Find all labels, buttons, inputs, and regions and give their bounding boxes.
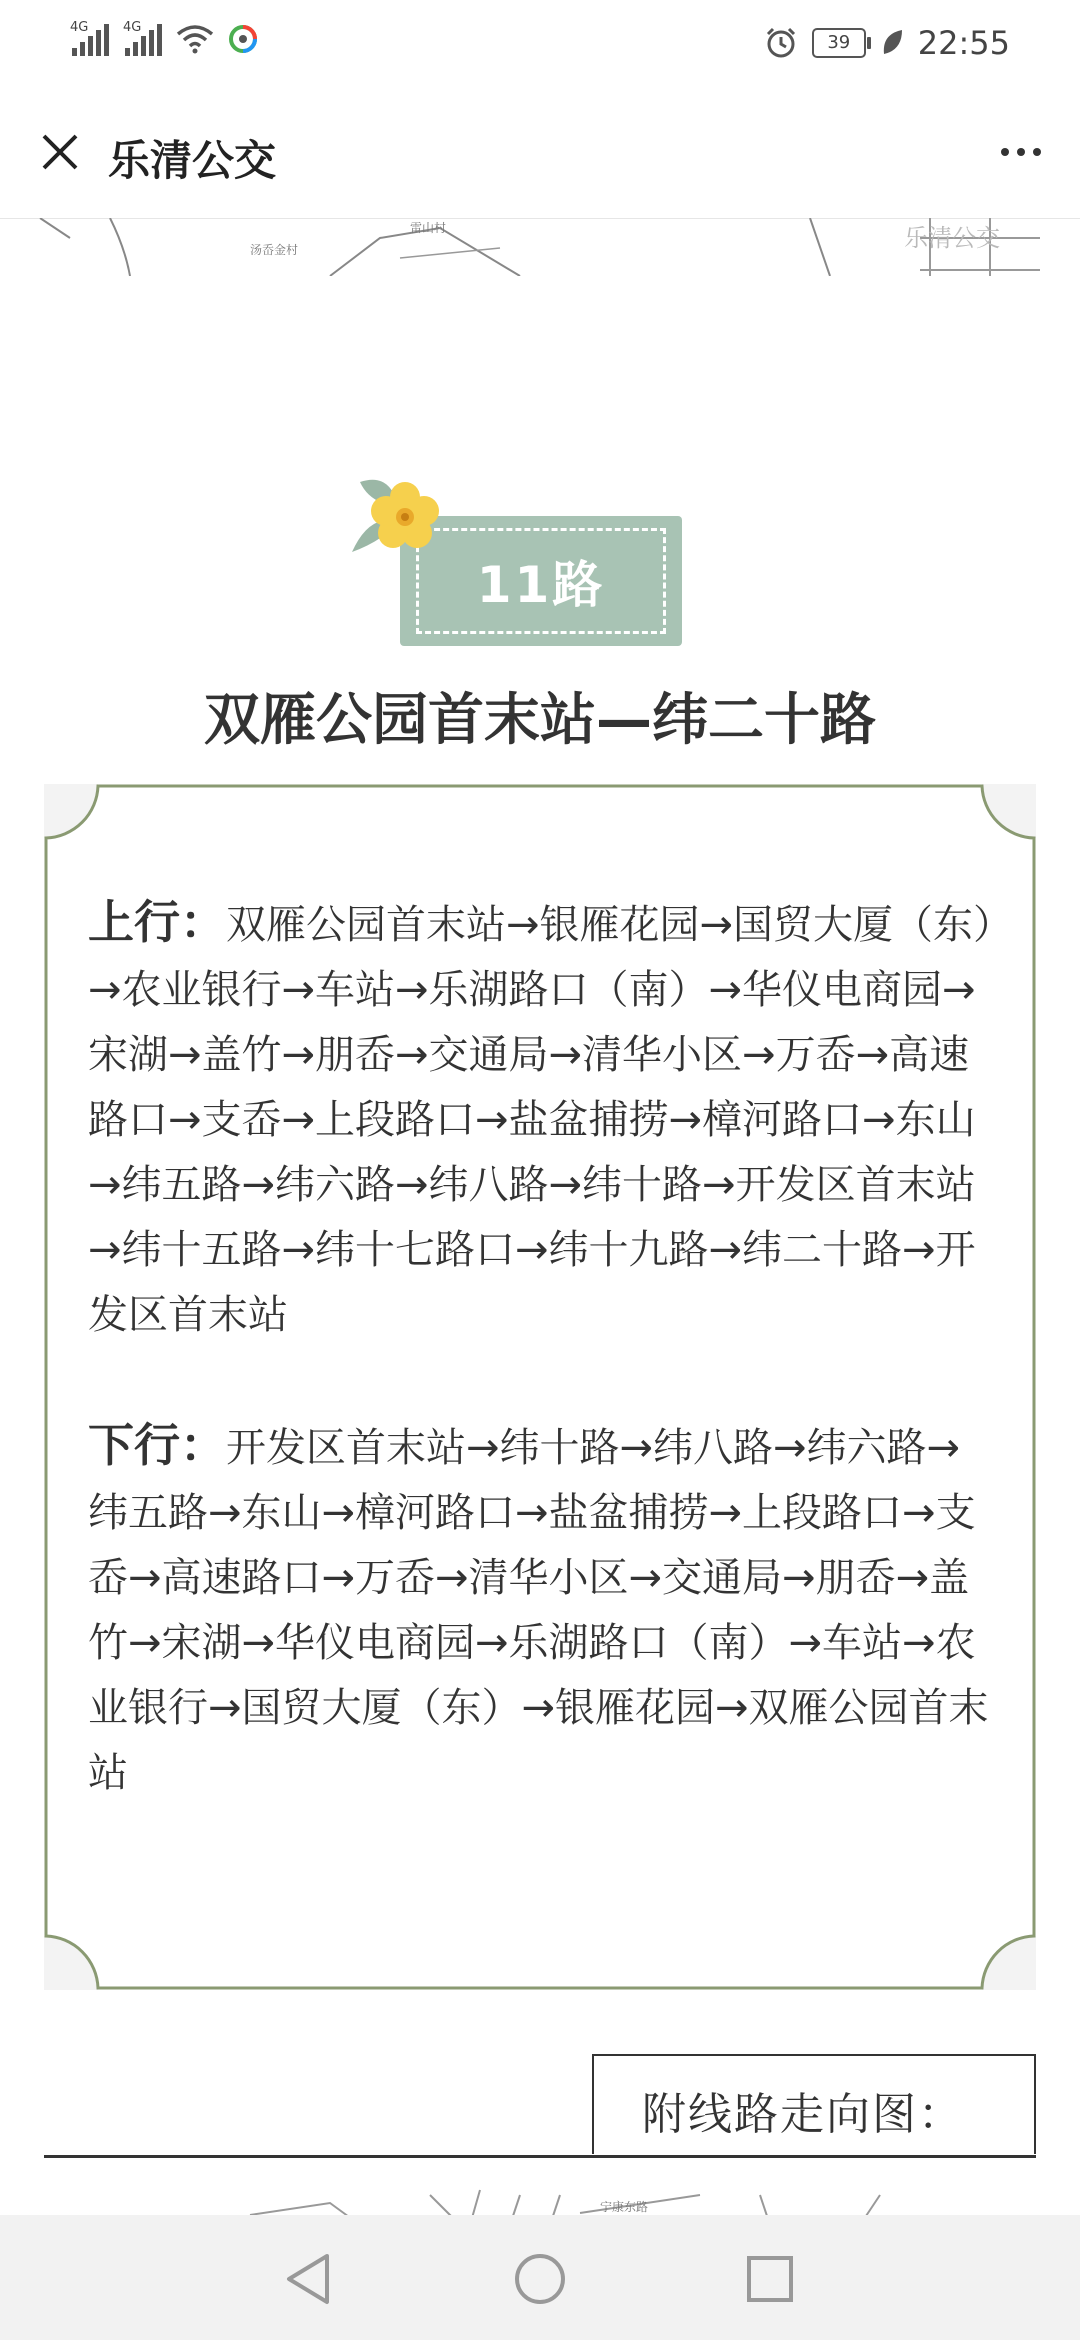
close-button[interactable]: [30, 122, 90, 182]
route-map-header: [44, 2054, 1036, 2158]
recents-button[interactable]: [738, 2247, 802, 2311]
alarm-icon: [764, 26, 798, 60]
battery-level: 39: [827, 32, 851, 53]
route-title: 双雁公园首末站—纬二十路: [204, 688, 876, 753]
home-button[interactable]: [508, 2247, 572, 2311]
signal-icon-1: [70, 22, 109, 56]
more-dot-icon: [1001, 148, 1009, 156]
route-stops: [88, 890, 994, 1806]
wifi-icon: [176, 24, 214, 54]
up-stops: 双雁公园首末站→银雁花园→国贸大厦（东）→农业银行→车站→乐湖路口（南）→华仪电商园→宋湖→盖竹→朋岙→交通局→清华小区→万岙→高速路口→支岙→上段路口→盐盆捕捞→樟河路口→东山→纬五路→纬六路→纬八路→纬十路→开发区首末站→纬十五路→纬十七路口→纬十九路→纬二十路→开发区首末站: [88, 902, 994, 1338]
watermark: 乐清公交: [904, 224, 1000, 252]
status-bar: [0, 0, 1080, 90]
leaf-icon: [880, 28, 904, 58]
route-number: 11路: [476, 556, 606, 614]
back-triangle-icon: [283, 2252, 333, 2306]
route-badge-group: [350, 472, 690, 652]
flower-icon: [350, 472, 450, 562]
home-circle-icon: [513, 2252, 567, 2306]
map-label: 宁康东路: [600, 2200, 649, 2214]
status-right: [764, 24, 1010, 62]
app-bar: [0, 90, 1080, 219]
map-label: 汤岙金村: [250, 243, 299, 257]
up-route: [88, 890, 994, 1348]
more-options-button[interactable]: [986, 130, 1056, 174]
close-icon: [40, 132, 80, 172]
clock: 22:55: [917, 24, 1010, 62]
back-button[interactable]: [276, 2247, 340, 2311]
app-notification-icon: [228, 24, 258, 54]
map-header-label: 附线路走向图：: [642, 2089, 964, 2140]
more-dot-icon: [1033, 148, 1041, 156]
page-title: 乐清公交: [108, 136, 277, 185]
more-dot-icon: [1017, 148, 1025, 156]
divider: [44, 2155, 1036, 2158]
route-card: [44, 784, 1036, 1990]
up-label: 上行：: [88, 895, 226, 949]
map-label: 雷山村: [410, 221, 447, 235]
network-type-label: 4G: [70, 20, 89, 35]
down-route: [88, 1413, 994, 1806]
down-stops: 开发区首末站→纬十路→纬八路→纬六路→纬五路→东山→樟河路口→盐盆捕捞→上段路口→支岙→高速路口→万岙→清华小区→交通局→朋岙→盖竹→宋湖→华仪电商园→乐湖路口（南）→车站→农业银行→国贸大厦（东）→银雁花园→双雁公园首末站: [88, 1425, 989, 1796]
recents-square-icon: [745, 2254, 795, 2304]
down-label: 下行：: [88, 1418, 226, 1472]
battery-icon: [812, 28, 866, 58]
status-left: [70, 22, 258, 56]
signal-icon-2: [123, 22, 162, 56]
network-type-label: 4G: [123, 20, 142, 35]
system-nav-bar: [0, 2215, 1080, 2340]
map-header-box: [592, 2054, 1036, 2154]
map-image-top: [0, 218, 1080, 276]
